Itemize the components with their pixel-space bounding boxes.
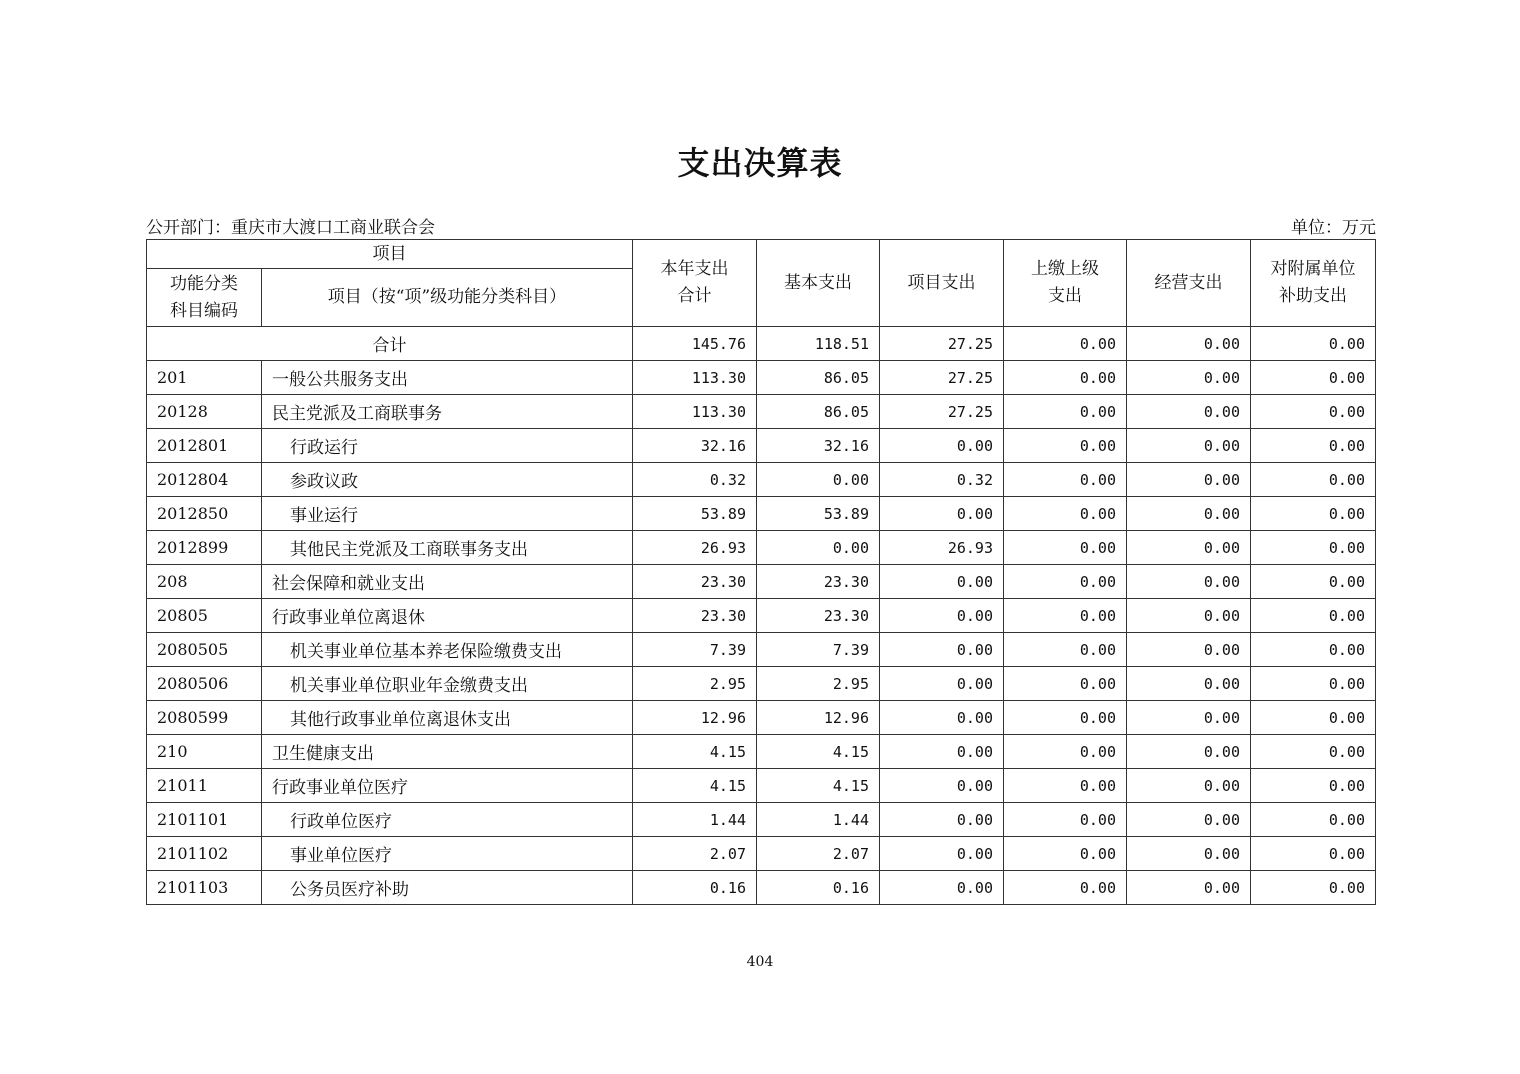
row-code: 201 (147, 361, 262, 395)
header-upper: 上缴上级 支出 (1004, 240, 1127, 327)
row-value: 53.89 (757, 497, 880, 531)
row-value: 0.00 (880, 735, 1004, 769)
row-value: 4.15 (757, 735, 880, 769)
table-row (147, 633, 1376, 667)
row-value: 1.44 (757, 803, 880, 837)
row-value: 0.00 (1004, 429, 1127, 463)
row-value: 0.00 (1004, 497, 1127, 531)
row-value: 0.00 (1127, 531, 1251, 565)
row-value: 2.07 (757, 837, 880, 871)
row-value: 113.30 (633, 395, 757, 429)
row-value: 26.93 (880, 531, 1004, 565)
row-value: 0.00 (880, 667, 1004, 701)
row-value: 0.00 (1004, 565, 1127, 599)
row-value: 0.00 (880, 497, 1004, 531)
row-value: 0.00 (880, 565, 1004, 599)
row-value: 4.15 (633, 769, 757, 803)
row-name: 行政单位医疗 (262, 803, 633, 837)
table-row (147, 803, 1376, 837)
row-value: 0.00 (1004, 701, 1127, 735)
row-name: 参政议政 (262, 463, 633, 497)
row-value: 0.00 (1004, 667, 1127, 701)
page-title: 支出决算表 (677, 144, 843, 182)
header-item: 项目（按“项”级功能分类科目） (262, 269, 633, 327)
page-number: 404 (746, 954, 774, 970)
row-code: 20128 (147, 395, 262, 429)
row-value: 0.00 (1127, 735, 1251, 769)
row-value: 0.00 (1251, 497, 1376, 531)
row-value: 0.00 (880, 429, 1004, 463)
table-row (147, 395, 1376, 429)
row-value: 0.00 (1127, 497, 1251, 531)
row-value: 0.00 (1127, 463, 1251, 497)
row-value: 32.16 (757, 429, 880, 463)
row-value: 2.95 (633, 667, 757, 701)
row-value: 4.15 (633, 735, 757, 769)
row-code: 2080506 (147, 667, 262, 701)
row-value: 86.05 (757, 395, 880, 429)
total-cell: 118.51 (757, 327, 880, 361)
row-value: 0.00 (1251, 361, 1376, 395)
row-code: 2101101 (147, 803, 262, 837)
header-subsidy: 对附属单位 补助支出 (1251, 240, 1376, 327)
table-row (147, 429, 1376, 463)
unit-label: 单位：万元 (1291, 218, 1376, 238)
row-value: 0.00 (1004, 871, 1127, 905)
row-value: 0.00 (1251, 667, 1376, 701)
header-basic: 基本支出 (757, 240, 880, 327)
row-name: 其他民主党派及工商联事务支出 (262, 531, 633, 565)
row-value: 113.30 (633, 361, 757, 395)
row-value: 0.00 (1127, 803, 1251, 837)
table-row (147, 769, 1376, 803)
table-row (147, 565, 1376, 599)
row-value: 7.39 (633, 633, 757, 667)
table-row (147, 667, 1376, 701)
row-value: 0.16 (633, 871, 757, 905)
row-value: 0.00 (1004, 361, 1127, 395)
row-value: 0.00 (757, 531, 880, 565)
row-value: 0.00 (1004, 769, 1127, 803)
row-value: 12.96 (633, 701, 757, 735)
row-value: 27.25 (880, 395, 1004, 429)
row-value: 0.00 (1127, 769, 1251, 803)
header-project: 项目 (147, 240, 633, 269)
total-cell: 145.76 (633, 327, 757, 361)
row-name: 机关事业单位基本养老保险缴费支出 (262, 633, 633, 667)
row-code: 21011 (147, 769, 262, 803)
row-value: 0.00 (1004, 633, 1127, 667)
row-value: 0.00 (1004, 599, 1127, 633)
table-row (147, 361, 1376, 395)
row-value: 0.00 (1251, 701, 1376, 735)
row-value: 23.30 (633, 599, 757, 633)
row-code: 20805 (147, 599, 262, 633)
row-name: 社会保障和就业支出 (262, 565, 633, 599)
row-value: 0.00 (1004, 803, 1127, 837)
row-value: 2.95 (757, 667, 880, 701)
row-value: 0.00 (1004, 837, 1127, 871)
row-code: 2012804 (147, 463, 262, 497)
row-value: 86.05 (757, 361, 880, 395)
row-value: 0.00 (1127, 361, 1251, 395)
row-value: 32.16 (633, 429, 757, 463)
row-name: 事业运行 (262, 497, 633, 531)
row-code: 2101102 (147, 837, 262, 871)
row-value: 26.93 (633, 531, 757, 565)
row-name: 公务员医疗补助 (262, 871, 633, 905)
row-value: 0.00 (880, 803, 1004, 837)
total-cell: 0.00 (1004, 327, 1127, 361)
row-value: 0.00 (1127, 599, 1251, 633)
row-value: 23.30 (757, 565, 880, 599)
row-value: 27.25 (880, 361, 1004, 395)
row-code: 2080505 (147, 633, 262, 667)
row-name: 行政事业单位离退休 (262, 599, 633, 633)
row-value: 0.00 (880, 701, 1004, 735)
row-value: 0.00 (1251, 735, 1376, 769)
row-code: 2012899 (147, 531, 262, 565)
row-value: 0.00 (1004, 531, 1127, 565)
row-value: 0.00 (1251, 633, 1376, 667)
row-value: 0.32 (633, 463, 757, 497)
row-name: 其他行政事业单位离退休支出 (262, 701, 633, 735)
header-code: 功能分类 科目编码 (147, 269, 262, 327)
row-value: 23.30 (633, 565, 757, 599)
row-value: 1.44 (633, 803, 757, 837)
row-value: 0.32 (880, 463, 1004, 497)
row-code: 210 (147, 735, 262, 769)
row-value: 0.00 (1004, 395, 1127, 429)
total-cell: 0.00 (1127, 327, 1251, 361)
total-row (147, 327, 1376, 361)
row-code: 2012850 (147, 497, 262, 531)
row-value: 0.00 (1251, 531, 1376, 565)
row-value: 4.15 (757, 769, 880, 803)
row-value: 0.00 (880, 837, 1004, 871)
header-row (147, 240, 1376, 269)
row-value: 53.89 (633, 497, 757, 531)
total-label: 合计 (147, 327, 633, 361)
row-value: 0.00 (1251, 871, 1376, 905)
row-value: 0.00 (880, 633, 1004, 667)
row-code: 2012801 (147, 429, 262, 463)
table-row (147, 463, 1376, 497)
row-name: 民主党派及工商联事务 (262, 395, 633, 429)
row-name: 卫生健康支出 (262, 735, 633, 769)
department-label: 公开部门：重庆市大渡口工商业联合会 (146, 218, 435, 238)
expenditure-table (146, 239, 1376, 905)
row-value: 0.00 (1127, 633, 1251, 667)
header-business: 经营支出 (1127, 240, 1251, 327)
row-value: 0.16 (757, 871, 880, 905)
row-value: 0.00 (1004, 735, 1127, 769)
row-value: 0.00 (880, 769, 1004, 803)
row-value: 2.07 (633, 837, 757, 871)
row-value: 0.00 (1251, 395, 1376, 429)
row-name: 事业单位医疗 (262, 837, 633, 871)
row-code: 2101103 (147, 871, 262, 905)
row-value: 0.00 (1004, 463, 1127, 497)
row-value: 12.96 (757, 701, 880, 735)
table-row (147, 531, 1376, 565)
table-row (147, 837, 1376, 871)
row-value: 0.00 (1251, 837, 1376, 871)
row-value: 0.00 (757, 463, 880, 497)
row-value: 0.00 (1127, 871, 1251, 905)
row-value: 0.00 (1127, 837, 1251, 871)
row-value: 7.39 (757, 633, 880, 667)
row-value: 0.00 (1127, 395, 1251, 429)
table-row (147, 871, 1376, 905)
header-project-expense: 项目支出 (880, 240, 1004, 327)
row-name: 机关事业单位职业年金缴费支出 (262, 667, 633, 701)
row-value: 0.00 (1251, 769, 1376, 803)
row-value: 0.00 (1251, 429, 1376, 463)
row-name: 行政运行 (262, 429, 633, 463)
row-value: 0.00 (1251, 463, 1376, 497)
row-value: 0.00 (1127, 701, 1251, 735)
row-value: 0.00 (1251, 599, 1376, 633)
row-value: 0.00 (1251, 803, 1376, 837)
row-value: 0.00 (880, 599, 1004, 633)
header-total: 本年支出 合计 (633, 240, 757, 327)
row-value: 0.00 (1127, 565, 1251, 599)
row-code: 208 (147, 565, 262, 599)
table-row (147, 735, 1376, 769)
total-cell: 0.00 (1251, 327, 1376, 361)
row-value: 0.00 (880, 871, 1004, 905)
row-value: 0.00 (1127, 667, 1251, 701)
table-row (147, 599, 1376, 633)
row-code: 2080599 (147, 701, 262, 735)
table-row (147, 497, 1376, 531)
total-cell: 27.25 (880, 327, 1004, 361)
row-name: 一般公共服务支出 (262, 361, 633, 395)
row-name: 行政事业单位医疗 (262, 769, 633, 803)
table-row (147, 701, 1376, 735)
row-value: 23.30 (757, 599, 880, 633)
row-value: 0.00 (1127, 429, 1251, 463)
row-value: 0.00 (1251, 565, 1376, 599)
